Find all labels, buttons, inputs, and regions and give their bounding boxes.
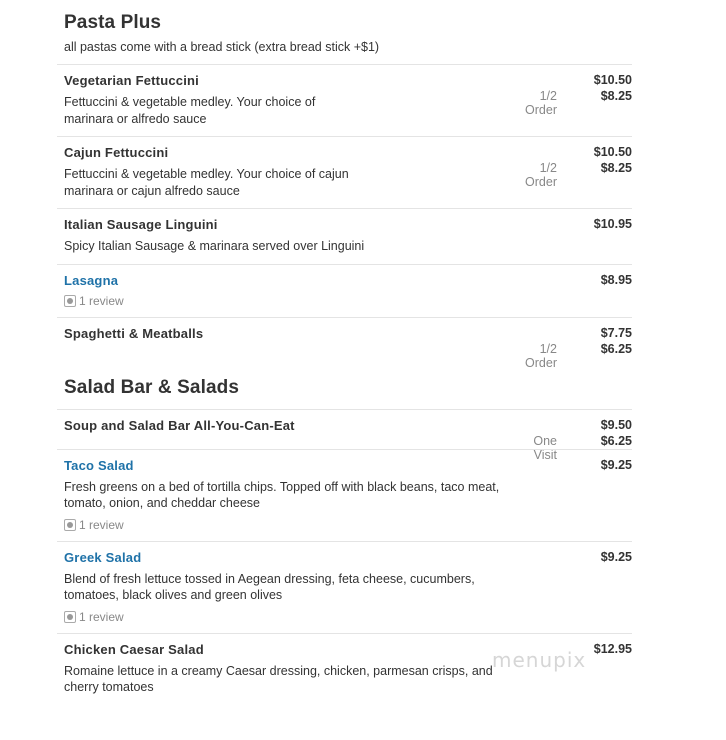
section-pasta-plus (57, 10, 632, 370)
item-name: Cajun Fettuccini (64, 145, 169, 160)
item-prices (525, 145, 632, 189)
item-prices (582, 458, 632, 474)
item-link-taco-salad[interactable]: Taco Salad (64, 457, 134, 473)
item-description: Fresh greens on a bed of tortilla chips. Topped off with black beans, taco meat, tomato, onion, and cheddar cheese (64, 479, 500, 510)
review-icon (64, 611, 76, 623)
section-title: Salad Bar & Salads (64, 376, 239, 398)
item-price: $10.95 (593, 217, 632, 231)
item-prices (582, 217, 632, 233)
menu-item (57, 264, 632, 317)
item-description: Fettuccini & vegetable medley. Your choice of marinara or alfredo sauce (64, 95, 316, 126)
size-label: 1/2 Order (525, 89, 557, 117)
menu-item (57, 541, 632, 633)
review-count[interactable] (64, 518, 632, 532)
menu-item (57, 317, 632, 370)
item-price: $8.95 (600, 272, 632, 287)
review-count[interactable] (64, 610, 632, 624)
size-price: $6.25 (600, 433, 632, 448)
item-price: $10.50 (593, 145, 632, 159)
size-label: 1/2 Order (525, 341, 557, 370)
item-price: $9.25 (600, 457, 632, 472)
item-price: $9.25 (600, 549, 632, 564)
item-prices (525, 325, 632, 370)
size-label: One Visit (533, 433, 557, 462)
item-prices (582, 642, 632, 658)
item-name: Chicken Caesar Salad (64, 641, 204, 657)
item-link-lasagna[interactable]: Lasagna (64, 272, 119, 288)
item-prices (533, 417, 632, 462)
item-description: Fettuccini & vegetable medley. Your choice of cajun marinara or cajun alfredo sauce (64, 167, 349, 198)
size-label: 1/2 Order (525, 161, 557, 189)
review-count[interactable] (64, 294, 632, 308)
item-price: $10.50 (593, 73, 632, 87)
review-label: 1 review (79, 609, 124, 624)
item-description: Spicy Italian Sausage & marinara served over Linguini (64, 239, 365, 253)
item-description: Blend of fresh lettuce tossed in Aegean dressing, feta cheese, cucumbers, tomatoes, black olives and green olives (64, 571, 475, 602)
item-prices (525, 73, 632, 117)
review-icon (64, 519, 76, 531)
size-price: $6.25 (600, 341, 632, 356)
item-prices (582, 550, 632, 566)
menupix-watermark: menupix (492, 648, 587, 672)
size-price: $8.25 (600, 89, 632, 103)
review-label: 1 review (79, 293, 124, 308)
item-link-greek-salad[interactable]: Greek Salad (64, 549, 142, 565)
item-description: Romaine lettuce in a creamy Caesar dressing, chicken, parmesan crisps, and cherry tomatoes (64, 663, 493, 694)
item-name: Spaghetti & Meatballs (64, 325, 204, 341)
item-price: $12.95 (593, 641, 632, 656)
menu-item (57, 449, 632, 541)
section-note: all pastas come with a bread stick (extra bread stick +$1) (64, 40, 380, 54)
menu-item (57, 208, 632, 264)
menu-container (57, 10, 632, 705)
menu-item (57, 64, 632, 136)
item-price: $7.75 (600, 325, 632, 340)
item-prices (582, 273, 632, 289)
review-label: 1 review (79, 517, 124, 532)
item-name: Soup and Salad Bar All-You-Can-Eat (64, 417, 295, 433)
menu-item (57, 136, 632, 208)
item-name: Italian Sausage Linguini (64, 217, 218, 232)
section-title: Pasta Plus (64, 12, 162, 33)
item-name: Vegetarian Fettuccini (64, 73, 199, 88)
review-icon (64, 295, 76, 307)
item-price: $9.50 (600, 417, 632, 432)
menu-item (57, 409, 632, 462)
size-price: $8.25 (600, 161, 632, 175)
